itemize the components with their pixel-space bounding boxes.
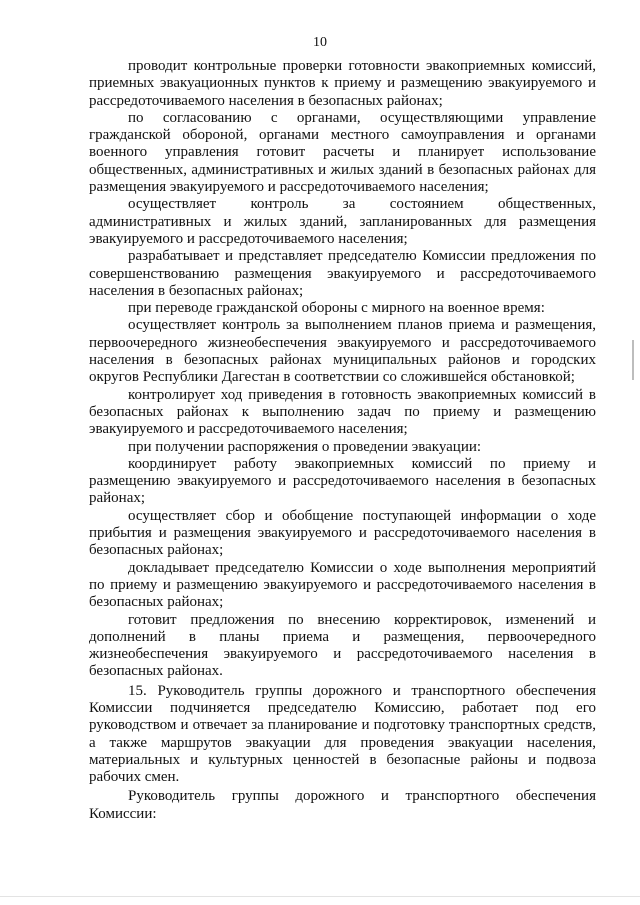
paragraph: осуществляет контроль за выполнением планов приема и размещения, первоочередного жизнеобеспечения эвакуируемого и рассредоточиваемого населения в безопасных районах муниципальных районов и городских округов Республики Дагестан в соответствии со сложившейся обстановкой; — [89, 317, 596, 386]
paragraph: докладывает председателю Комиссии о ходе выполнения мероприятий по приему и размещению эвакуируемого и рассредоточиваемого населения в безопасных районах; — [89, 559, 596, 611]
paragraph: разрабатывает и представляет председателю Комиссии предложения по совершенствованию размещения эвакуируемого и рассредоточиваемого населения в безопасных районах; — [89, 248, 596, 299]
paragraph: готовит предложения по внесению корректировок, изменений и дополнений в планы приема и размещения, первоочередного жизнеобеспечения эвакуируемого и рассредоточиваемого населения в безопасных районах. — [89, 611, 596, 680]
paragraph: при получении распоряжения о проведении эвакуации: — [128, 438, 482, 455]
paragraph: координирует работу эвакоприемных комиссий по приему и размещению эвакуируемого и рассредоточиваемого населения в безопасных районах; — [89, 455, 596, 507]
scan-margin-mark — [632, 340, 634, 380]
paragraph-section-15: 15. Руководитель группы дорожного и транспортного обеспечения Комиссии подчиняется председателю Комиссию, работает под его руководством и отвечает за планирование и подготовку транспортных средств, а также маршрутов эвакуации для проведения эвакуации населения, материальных и культурных ценностей в безопасные районы и подвоза рабочих смен. — [89, 682, 596, 786]
paragraph: по согласованию с органами, осуществляющими управление гражданской обороной, органами местного самоуправления и органами военного управления готовит расчеты и планирует использование общественных, административных и жилых зданий в безопасных районах для размещения эвакуируемого и рассредоточиваемого населения; — [89, 109, 596, 196]
paragraph: осуществляет сбор и обобщение поступающей информации о ходе прибытия и размещения эвакуируемого и рассредоточиваемого населения в безопасных районах; — [89, 507, 596, 559]
paragraph: проводит контрольные проверки готовности эвакоприемных комиссий, приемных эвакуационных пунктов к приему и размещению эвакуируемого и рассредоточиваемого населения в безопасных районах; — [89, 58, 596, 109]
paragraph: осуществляет контроль за состоянием общественных, административных и жилых зданий, запланированных для размещения эвакуируемого и рассредоточиваемого населения; — [89, 196, 596, 247]
paragraph: при переводе гражданской обороны с мирного на военное время: — [128, 300, 545, 317]
page-number: 10 — [313, 35, 327, 50]
scan-bottom-edge — [0, 896, 640, 897]
paragraph: контролирует ход приведения в готовность эвакоприемных комиссий в безопасных районах к выполнению задач по приему и размещению эвакуируемого и рассредоточиваемого населения; — [89, 386, 596, 438]
paragraph: Руководитель группы дорожного и транспортного обеспечения Комиссии: — [89, 788, 596, 822]
document-body — [89, 58, 596, 823]
